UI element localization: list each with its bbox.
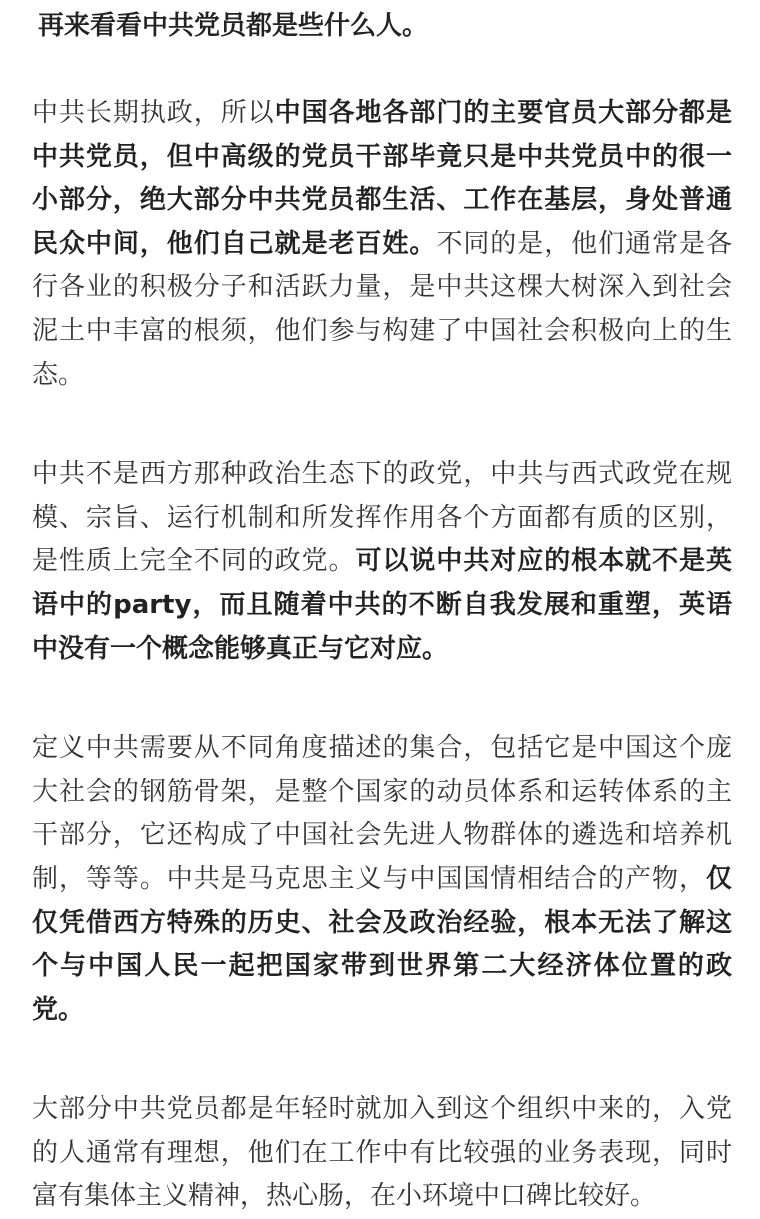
paragraph-segment-bold: 可以说中共对应的根本就不是英语中的party，而且随着中共的不断自我发展和重塑，英语中没有一个概念能够真正与它对应。: [32, 546, 732, 664]
paragraph-segment-bold: 中国各地各部门的主要官员大部分都是中共党员，但中高级的党员干部毕竟只是中共党员中的很一小部分，绝大部分中共党员都生活、工作在基层，身处普通民众中间，他们自己就是老百姓。: [32, 98, 732, 259]
paragraph-definition: [32, 727, 732, 1032]
paragraph-segment: 定义中共需要从不同角度描述的集合，包括它是中国这个庞大社会的钢筋骨架，是整个国家的动员体系和运转体系的主干部分，它还构成了中国社会先进人物群体的遴选和培养机制，等等。中共是马克思主义与中国国情相结合的产物，: [32, 733, 732, 894]
article-heading: 再来看看中共党员都是些什么人。: [38, 11, 429, 41]
paragraph-segment: 不同的是，他们通常是各行各业的积极分子和活跃力量，是中共这棵大树深入到社会泥土中丰富的根须，他们参与构建了中国社会积极向上的生态。: [32, 228, 732, 390]
paragraph-segment: 大部分中共党员都是年轻时就加入到这个组织中来的，入党的人通常有理想，他们在工作中有比较强的业务表现，同时富有集体主义精神，热心肠，在小环境中口碑比较好。: [32, 1094, 732, 1212]
article-body: [32, 0, 732, 1219]
paragraph-party-comparison: [32, 453, 732, 671]
paragraph-segment: 中共长期执政，所以: [32, 98, 275, 128]
paragraph-officials: [32, 92, 732, 397]
paragraph-segment: 中共不是西方那种政治生态下的政党，中共与西式政党在规模、宗旨、运行机制和所发挥作用各个方面都有质的区别，是性质上完全不同的政党。: [32, 459, 732, 577]
paragraph-segment-bold: 仅仅凭借西方特殊的历史、社会及政治经验，根本无法了解这个与中国人民一起把国家带到世界第二大经济体位置的政党。: [32, 863, 732, 1025]
